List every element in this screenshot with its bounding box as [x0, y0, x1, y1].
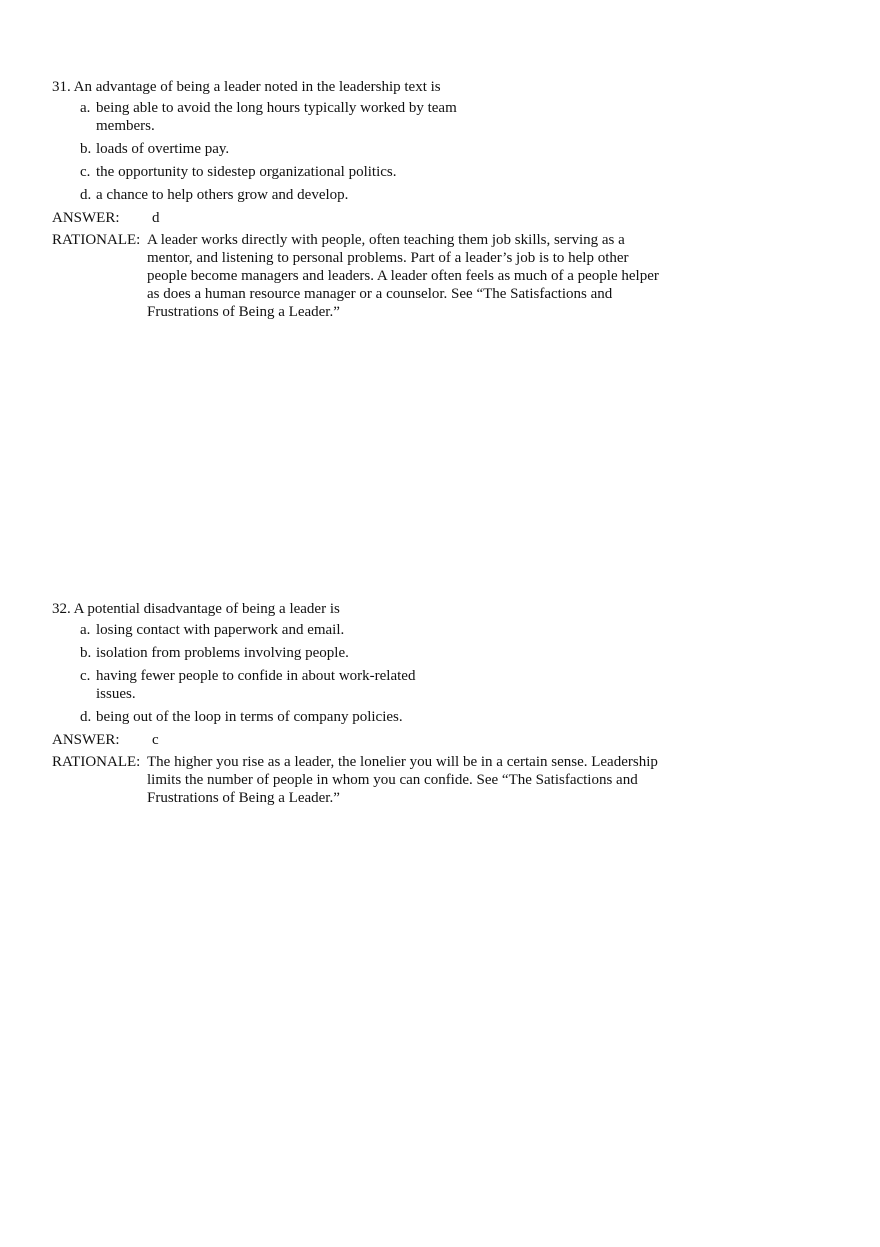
option-d: [80, 708, 692, 726]
rationale: [52, 231, 692, 321]
answer-label: ANSWER:: [52, 732, 120, 748]
rationale-text: A leader works directly with people, often teaching them job skills, serving as a mentor, and listening to personal problems. Part of a leader’s job is to help other people become managers and leaders. A leader often feels as much of a people helper as does a human resource manager or a counselor. See “The Satisfactions and Frustrations of Being a Leader.”: [147, 232, 659, 320]
option-text: a chance to help others grow and develop.: [96, 187, 349, 203]
option-text: having fewer people to confide in about work-related issues.: [96, 668, 416, 702]
option-text: loads of overtime pay.: [96, 141, 230, 157]
option-text: isolation from problems involving people.: [96, 645, 349, 661]
option-a: [80, 99, 692, 135]
question-stem: 31. An advantage of being a leader noted in the leadership text is: [52, 79, 441, 95]
option-text: the opportunity to sidestep organizational politics.: [96, 164, 397, 180]
option-text: being out of the loop in terms of company policies.: [96, 709, 403, 725]
question-31: [52, 78, 692, 321]
option-a: [80, 621, 692, 639]
option-d: [80, 186, 692, 204]
question-stem: 32. A potential disadvantage of being a leader is: [52, 601, 340, 617]
rationale-text: The higher you rise as a leader, the lonelier you will be in a certain sense. Leadership limits the number of people in whom you can confide. See “The Satisfactions and Frustrations of Being a Leader.”: [147, 754, 658, 806]
option-b: [80, 644, 692, 662]
option-text: losing contact with paperwork and email.: [96, 622, 345, 638]
option-c: [80, 667, 692, 703]
option-letter: c.: [80, 164, 91, 180]
answer-label: ANSWER:: [52, 210, 120, 226]
option-letter: c.: [80, 668, 91, 684]
answer-value: c: [152, 732, 159, 748]
option-letter: d.: [80, 187, 92, 203]
option-letter: d.: [80, 709, 92, 725]
option-b: [80, 140, 692, 158]
option-letter: b.: [80, 645, 92, 661]
rationale-label: RATIONALE:: [52, 232, 141, 248]
option-letter: a.: [80, 622, 91, 638]
option-letter: a.: [80, 100, 91, 116]
rationale: [52, 753, 692, 807]
option-text: being able to avoid the long hours typically worked by team members.: [96, 100, 457, 134]
answer-line: [52, 209, 692, 227]
answer-value: d: [152, 210, 160, 226]
option-c: [80, 163, 692, 181]
option-letter: b.: [80, 141, 92, 157]
answer-line: [52, 731, 692, 749]
question-32: [52, 600, 692, 807]
rationale-label: RATIONALE:: [52, 754, 141, 770]
